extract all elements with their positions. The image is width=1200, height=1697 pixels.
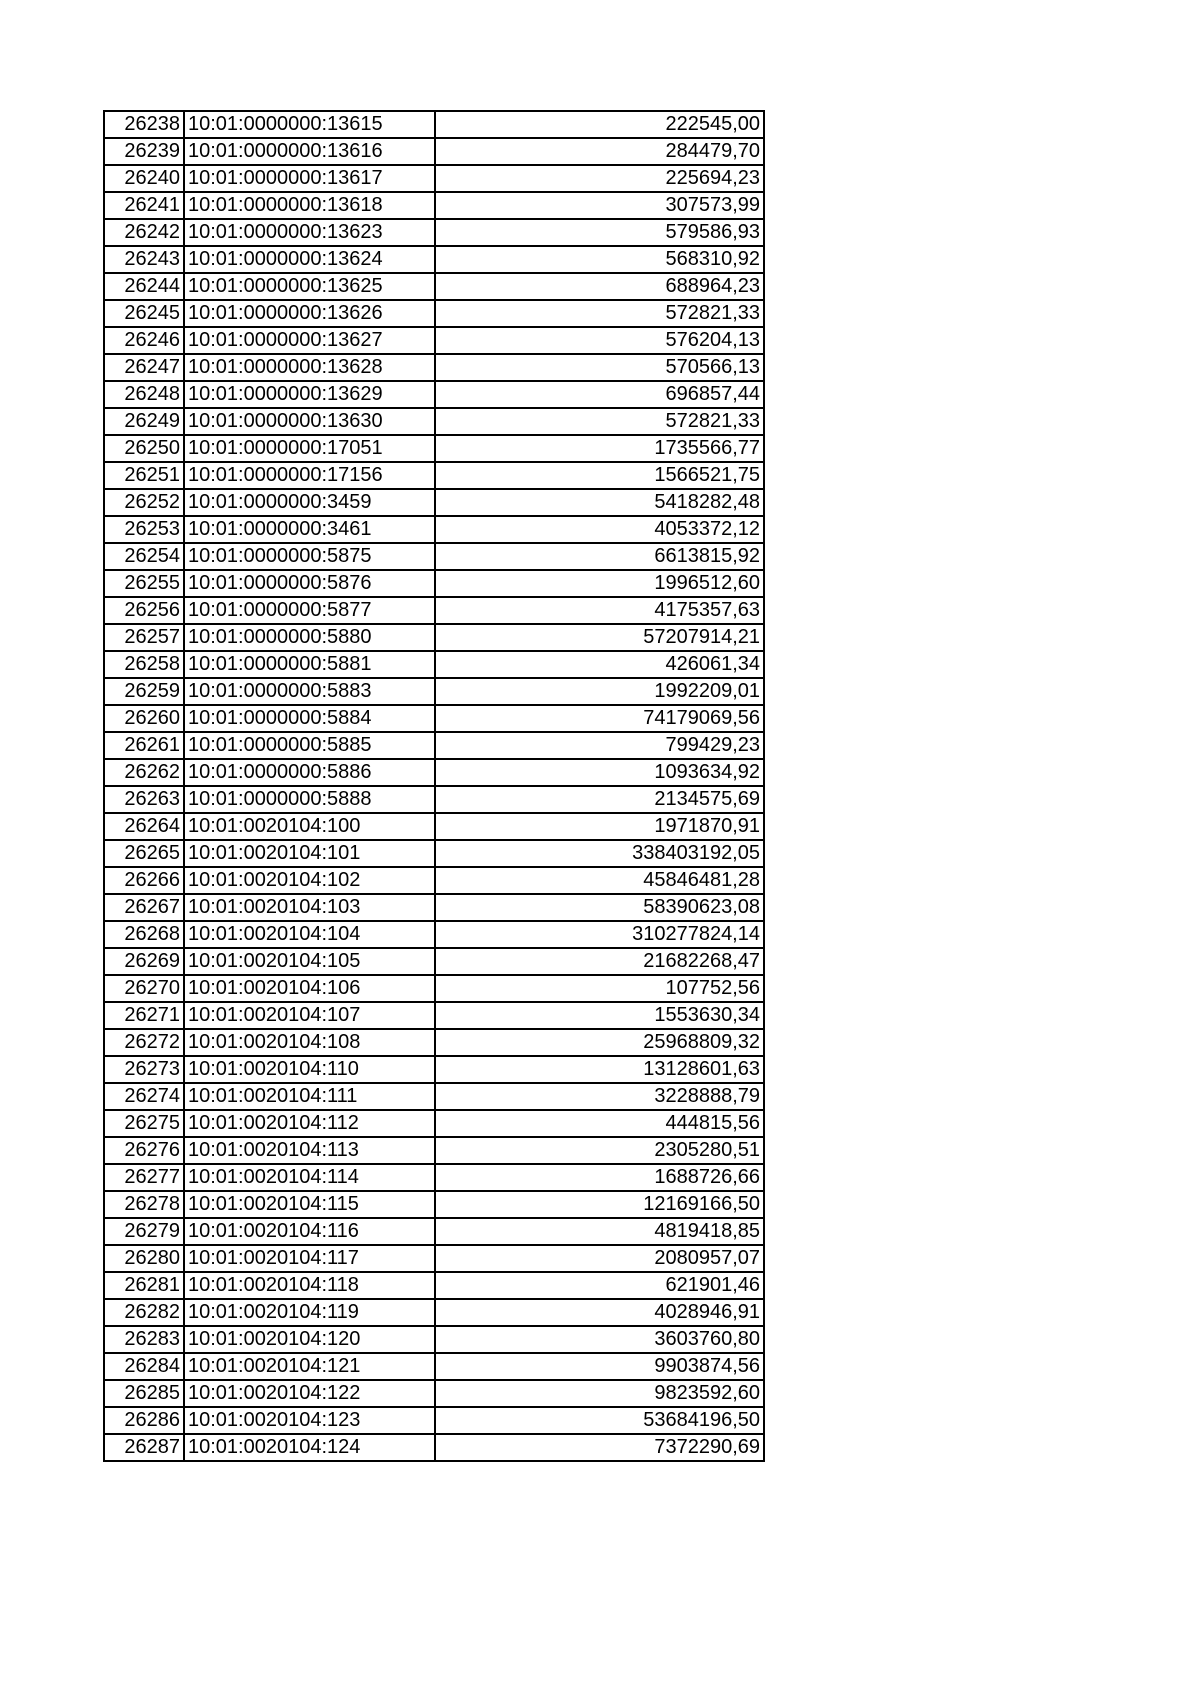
cadastral-number: 10:01:0000000:5883	[184, 678, 435, 705]
row-number: 26287	[104, 1434, 184, 1461]
table-row	[104, 1083, 764, 1110]
value-cell: 74179069,56	[435, 705, 764, 732]
value-cell: 13128601,63	[435, 1056, 764, 1083]
cadastral-number: 10:01:0020104:115	[184, 1191, 435, 1218]
table-row	[104, 408, 764, 435]
value-cell: 1093634,92	[435, 759, 764, 786]
row-number: 26241	[104, 192, 184, 219]
cadastral-number: 10:01:0020104:100	[184, 813, 435, 840]
cadastral-number: 10:01:0000000:5881	[184, 651, 435, 678]
row-number: 26281	[104, 1272, 184, 1299]
row-number: 26238	[104, 111, 184, 138]
cadastral-number: 10:01:0020104:107	[184, 1002, 435, 1029]
row-number: 26252	[104, 489, 184, 516]
cadastral-number: 10:01:0000000:13617	[184, 165, 435, 192]
value-cell: 12169166,50	[435, 1191, 764, 1218]
cadastral-number: 10:01:0000000:13628	[184, 354, 435, 381]
cadastral-number: 10:01:0000000:13615	[184, 111, 435, 138]
table-row	[104, 1299, 764, 1326]
value-cell: 57207914,21	[435, 624, 764, 651]
value-cell: 2305280,51	[435, 1137, 764, 1164]
row-number: 26262	[104, 759, 184, 786]
row-number: 26275	[104, 1110, 184, 1137]
row-number: 26251	[104, 462, 184, 489]
table-row	[104, 1380, 764, 1407]
value-cell: 570566,13	[435, 354, 764, 381]
cadastral-number: 10:01:0000000:3459	[184, 489, 435, 516]
row-number: 26245	[104, 300, 184, 327]
row-number: 26242	[104, 219, 184, 246]
cadastral-number: 10:01:0020104:118	[184, 1272, 435, 1299]
row-number: 26253	[104, 516, 184, 543]
table-row	[104, 894, 764, 921]
value-cell: 2080957,07	[435, 1245, 764, 1272]
cadastral-number: 10:01:0020104:111	[184, 1083, 435, 1110]
row-number: 26246	[104, 327, 184, 354]
row-number: 26284	[104, 1353, 184, 1380]
cadastral-number: 10:01:0000000:17156	[184, 462, 435, 489]
value-cell: 4028946,91	[435, 1299, 764, 1326]
table-row	[104, 948, 764, 975]
cadastral-number: 10:01:0000000:13625	[184, 273, 435, 300]
table-row	[104, 1353, 764, 1380]
table-row	[104, 1218, 764, 1245]
cadastral-number: 10:01:0000000:13629	[184, 381, 435, 408]
value-cell: 1992209,01	[435, 678, 764, 705]
cadastral-number: 10:01:0020104:113	[184, 1137, 435, 1164]
cadastral-number: 10:01:0000000:13618	[184, 192, 435, 219]
cadastral-number: 10:01:0000000:5877	[184, 597, 435, 624]
cadastral-number: 10:01:0000000:13630	[184, 408, 435, 435]
cadastral-number: 10:01:0000000:5888	[184, 786, 435, 813]
value-cell: 7372290,69	[435, 1434, 764, 1461]
table-row	[104, 759, 764, 786]
table-row	[104, 840, 764, 867]
value-cell: 444815,56	[435, 1110, 764, 1137]
cadastral-number: 10:01:0020104:122	[184, 1380, 435, 1407]
row-number: 26270	[104, 975, 184, 1002]
table-row	[104, 435, 764, 462]
table-row	[104, 867, 764, 894]
cadastral-number: 10:01:0020104:117	[184, 1245, 435, 1272]
cadastral-number: 10:01:0000000:13626	[184, 300, 435, 327]
row-number: 26250	[104, 435, 184, 462]
row-number: 26247	[104, 354, 184, 381]
row-number: 26256	[104, 597, 184, 624]
row-number: 26259	[104, 678, 184, 705]
table-row	[104, 111, 764, 138]
table-row	[104, 813, 764, 840]
row-number: 26283	[104, 1326, 184, 1353]
row-number: 26277	[104, 1164, 184, 1191]
table-row	[104, 192, 764, 219]
row-number: 26261	[104, 732, 184, 759]
value-cell: 9823592,60	[435, 1380, 764, 1407]
row-number: 26258	[104, 651, 184, 678]
table-row	[104, 1029, 764, 1056]
table-row	[104, 1326, 764, 1353]
table-row	[104, 1164, 764, 1191]
cadastral-number: 10:01:0000000:5884	[184, 705, 435, 732]
table-row	[104, 786, 764, 813]
value-cell: 25968809,32	[435, 1029, 764, 1056]
value-cell: 579586,93	[435, 219, 764, 246]
row-number: 26276	[104, 1137, 184, 1164]
cadastral-number: 10:01:0000000:5880	[184, 624, 435, 651]
value-cell: 307573,99	[435, 192, 764, 219]
cadastral-number: 10:01:0020104:114	[184, 1164, 435, 1191]
table-row	[104, 624, 764, 651]
value-cell: 576204,13	[435, 327, 764, 354]
row-number: 26249	[104, 408, 184, 435]
row-number: 26240	[104, 165, 184, 192]
table-row	[104, 489, 764, 516]
row-number: 26273	[104, 1056, 184, 1083]
row-number: 26272	[104, 1029, 184, 1056]
value-cell: 426061,34	[435, 651, 764, 678]
row-number: 26255	[104, 570, 184, 597]
table-row	[104, 678, 764, 705]
value-cell: 225694,23	[435, 165, 764, 192]
table-row	[104, 1272, 764, 1299]
table-row	[104, 921, 764, 948]
table-row	[104, 516, 764, 543]
value-cell: 1971870,91	[435, 813, 764, 840]
table-row	[104, 354, 764, 381]
row-number: 26265	[104, 840, 184, 867]
cadastral-number: 10:01:0000000:17051	[184, 435, 435, 462]
cadastral-number: 10:01:0020104:105	[184, 948, 435, 975]
row-number: 26257	[104, 624, 184, 651]
value-cell: 1735566,77	[435, 435, 764, 462]
data-table	[103, 110, 765, 1462]
cadastral-number: 10:01:0020104:120	[184, 1326, 435, 1353]
value-cell: 4819418,85	[435, 1218, 764, 1245]
value-cell: 5418282,48	[435, 489, 764, 516]
table-row	[104, 219, 764, 246]
value-cell: 568310,92	[435, 246, 764, 273]
row-number: 26269	[104, 948, 184, 975]
cadastral-number: 10:01:0020104:119	[184, 1299, 435, 1326]
table-row	[104, 543, 764, 570]
cadastral-number: 10:01:0000000:5885	[184, 732, 435, 759]
table-row	[104, 1245, 764, 1272]
table-row	[104, 1056, 764, 1083]
table-row	[104, 1407, 764, 1434]
value-cell: 1566521,75	[435, 462, 764, 489]
row-number: 26278	[104, 1191, 184, 1218]
value-cell: 45846481,28	[435, 867, 764, 894]
value-cell: 572821,33	[435, 300, 764, 327]
cadastral-number: 10:01:0000000:5875	[184, 543, 435, 570]
row-number: 26266	[104, 867, 184, 894]
cadastral-number: 10:01:0020104:123	[184, 1407, 435, 1434]
value-cell: 9903874,56	[435, 1353, 764, 1380]
cadastral-number: 10:01:0020104:110	[184, 1056, 435, 1083]
cadastral-number: 10:01:0000000:13623	[184, 219, 435, 246]
row-number: 26248	[104, 381, 184, 408]
value-cell: 688964,23	[435, 273, 764, 300]
cadastral-number: 10:01:0020104:102	[184, 867, 435, 894]
table-row	[104, 138, 764, 165]
row-number: 26268	[104, 921, 184, 948]
table-row	[104, 1137, 764, 1164]
value-cell: 621901,46	[435, 1272, 764, 1299]
table-row	[104, 975, 764, 1002]
row-number: 26282	[104, 1299, 184, 1326]
value-cell: 696857,44	[435, 381, 764, 408]
value-cell: 6613815,92	[435, 543, 764, 570]
table-row	[104, 246, 764, 273]
value-cell: 572821,33	[435, 408, 764, 435]
cadastral-number: 10:01:0000000:5876	[184, 570, 435, 597]
cadastral-number: 10:01:0020104:101	[184, 840, 435, 867]
table-row	[104, 1002, 764, 1029]
value-cell: 1996512,60	[435, 570, 764, 597]
value-cell: 1688726,66	[435, 1164, 764, 1191]
value-cell: 799429,23	[435, 732, 764, 759]
value-cell: 1553630,34	[435, 1002, 764, 1029]
row-number: 26267	[104, 894, 184, 921]
cadastral-number: 10:01:0020104:103	[184, 894, 435, 921]
cadastral-number: 10:01:0020104:112	[184, 1110, 435, 1137]
row-number: 26260	[104, 705, 184, 732]
table-row	[104, 732, 764, 759]
row-number: 26271	[104, 1002, 184, 1029]
value-cell: 21682268,47	[435, 948, 764, 975]
row-number: 26279	[104, 1218, 184, 1245]
cadastral-number: 10:01:0000000:13627	[184, 327, 435, 354]
row-number: 26254	[104, 543, 184, 570]
cadastral-number: 10:01:0020104:104	[184, 921, 435, 948]
value-cell: 338403192,05	[435, 840, 764, 867]
table-row	[104, 570, 764, 597]
table-row	[104, 327, 764, 354]
value-cell: 4053372,12	[435, 516, 764, 543]
row-number: 26243	[104, 246, 184, 273]
table-row	[104, 165, 764, 192]
cadastral-number: 10:01:0020104:124	[184, 1434, 435, 1461]
value-cell: 222545,00	[435, 111, 764, 138]
cadastral-number: 10:01:0000000:5886	[184, 759, 435, 786]
table-row	[104, 462, 764, 489]
cadastral-number: 10:01:0000000:13616	[184, 138, 435, 165]
table-row	[104, 597, 764, 624]
value-cell: 310277824,14	[435, 921, 764, 948]
cadastral-number: 10:01:0020104:108	[184, 1029, 435, 1056]
value-cell: 4175357,63	[435, 597, 764, 624]
cadastral-number: 10:01:0020104:106	[184, 975, 435, 1002]
row-number: 26274	[104, 1083, 184, 1110]
value-cell: 107752,56	[435, 975, 764, 1002]
table-row	[104, 1191, 764, 1218]
table-row	[104, 705, 764, 732]
value-cell: 284479,70	[435, 138, 764, 165]
value-cell: 53684196,50	[435, 1407, 764, 1434]
table-row	[104, 381, 764, 408]
cadastral-number: 10:01:0000000:3461	[184, 516, 435, 543]
row-number: 26286	[104, 1407, 184, 1434]
table-body	[104, 111, 764, 1461]
row-number: 26264	[104, 813, 184, 840]
cadastral-number: 10:01:0020104:121	[184, 1353, 435, 1380]
cadastral-number: 10:01:0020104:116	[184, 1218, 435, 1245]
value-cell: 58390623,08	[435, 894, 764, 921]
value-cell: 3603760,80	[435, 1326, 764, 1353]
table-row	[104, 1434, 764, 1461]
row-number: 26263	[104, 786, 184, 813]
table-row	[104, 300, 764, 327]
cadastral-number: 10:01:0000000:13624	[184, 246, 435, 273]
row-number: 26239	[104, 138, 184, 165]
value-cell: 2134575,69	[435, 786, 764, 813]
row-number: 26244	[104, 273, 184, 300]
table-row	[104, 1110, 764, 1137]
table-row	[104, 651, 764, 678]
row-number: 26280	[104, 1245, 184, 1272]
row-number: 26285	[104, 1380, 184, 1407]
table-row	[104, 273, 764, 300]
value-cell: 3228888,79	[435, 1083, 764, 1110]
